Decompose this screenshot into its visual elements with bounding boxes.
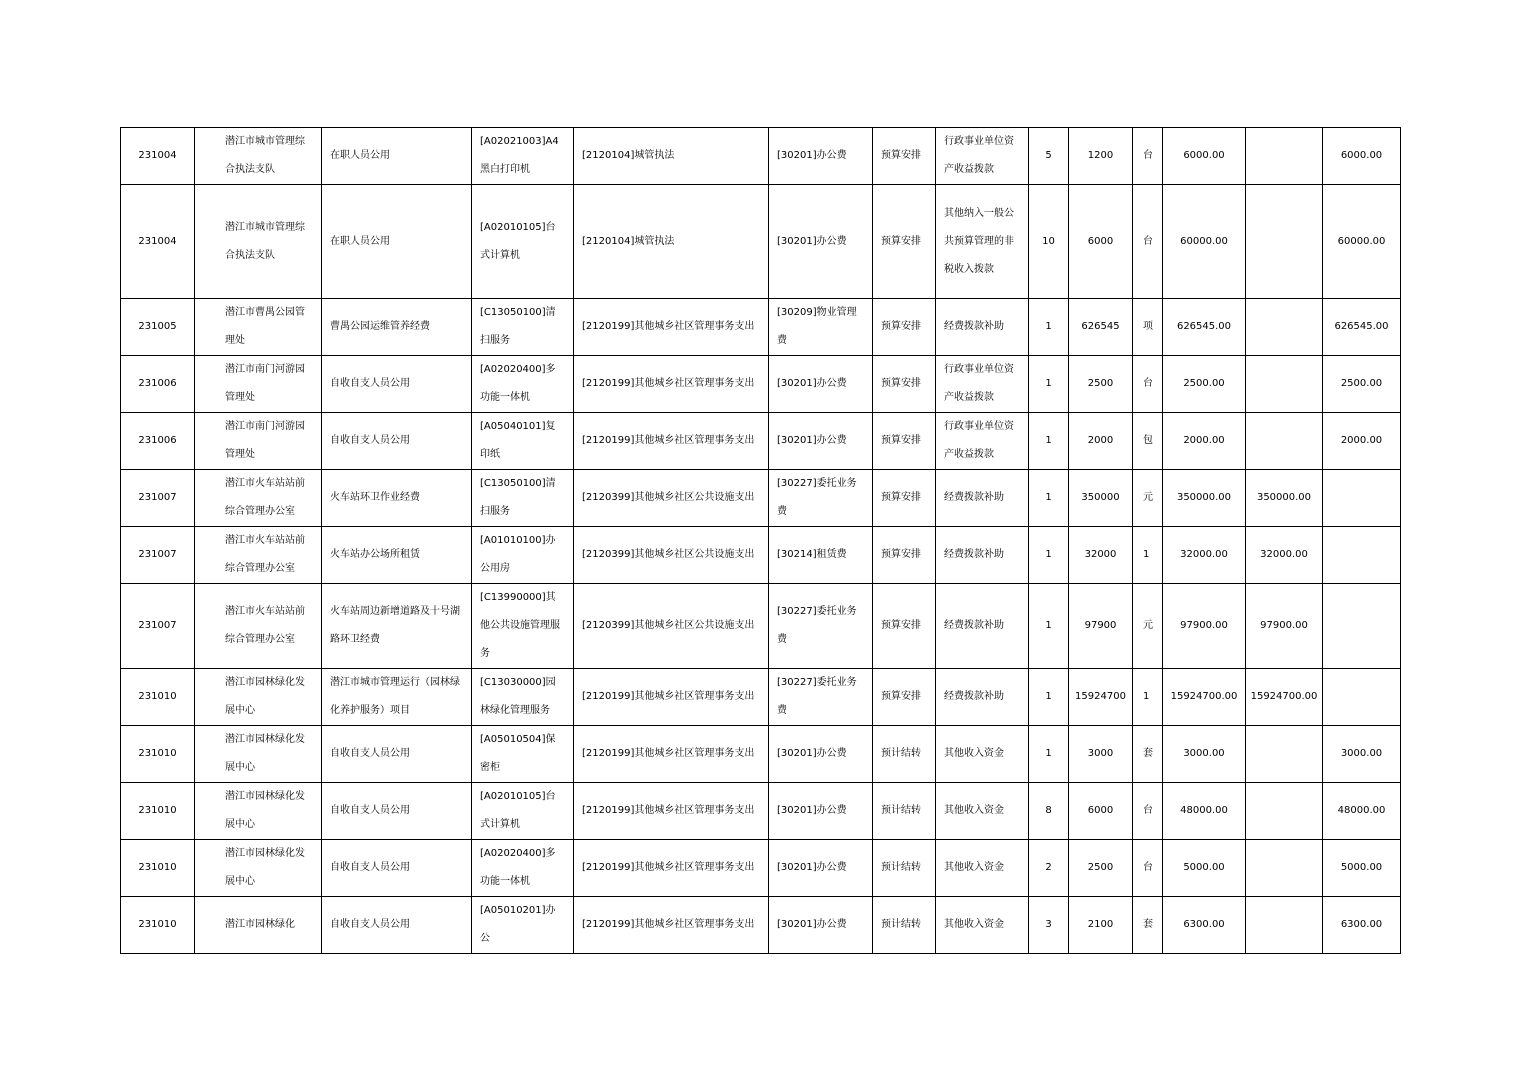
- economic-category-cell: [30201]办公费: [769, 783, 873, 840]
- project-name-cell: 火车站环卫作业经费: [322, 470, 472, 527]
- project-name-cell: 曹禺公园运维管养经费: [322, 299, 472, 356]
- budget-code-cell: 231005: [121, 299, 195, 356]
- budget-code-cell: 231007: [121, 527, 195, 584]
- budget-code-cell: 231006: [121, 413, 195, 470]
- unit-name-cell: 潜江市园林绿化发展中心: [195, 669, 322, 726]
- measure-unit-cell: 1: [1133, 527, 1163, 584]
- amount-col-a-cell: [1246, 726, 1323, 783]
- project-name-cell: 自收自支人员公用: [322, 726, 472, 783]
- total-amount-cell: 2500.00: [1163, 356, 1246, 413]
- fund-type-cell: 其他收入资金: [936, 840, 1029, 897]
- function-category-cell: [2120199]其他城乡社区管理事务支出: [574, 413, 769, 470]
- quantity-cell: 1: [1029, 299, 1069, 356]
- total-amount-cell: 3000.00: [1163, 726, 1246, 783]
- economic-category-cell: [30227]委托业务费: [769, 584, 873, 669]
- funding-source-cell: 预计结转: [873, 897, 936, 954]
- measure-unit-cell: 元: [1133, 584, 1163, 669]
- quantity-cell: 1: [1029, 726, 1069, 783]
- quantity-cell: 5: [1029, 128, 1069, 185]
- funding-source-cell: 预算安排: [873, 128, 936, 185]
- quantity-cell: 1: [1029, 470, 1069, 527]
- project-name-cell: 火车站周边新增道路及十号湖路环卫经费: [322, 584, 472, 669]
- table-row: [121, 897, 1401, 954]
- economic-category-cell: [30201]办公费: [769, 128, 873, 185]
- quantity-cell: 1: [1029, 356, 1069, 413]
- economic-category-cell: [30201]办公费: [769, 413, 873, 470]
- total-amount-cell: 2000.00: [1163, 413, 1246, 470]
- function-category-cell: [2120199]其他城乡社区管理事务支出: [574, 726, 769, 783]
- unit-name-cell: 潜江市曹禺公园管理处: [195, 299, 322, 356]
- project-name-cell: 火车站办公场所租赁: [322, 527, 472, 584]
- economic-category-cell: [30201]办公费: [769, 356, 873, 413]
- procurement-item-cell: [A02010105]台式计算机: [472, 185, 574, 299]
- amount-col-b-cell: 48000.00: [1323, 783, 1401, 840]
- unit-price-cell: 3000: [1069, 726, 1133, 783]
- fund-type-cell: 经费拨款补助: [936, 470, 1029, 527]
- project-name-cell: 自收自支人员公用: [322, 897, 472, 954]
- funding-source-cell: 预算安排: [873, 669, 936, 726]
- procurement-item-cell: [A05040101]复印纸: [472, 413, 574, 470]
- function-category-cell: [2120199]其他城乡社区管理事务支出: [574, 783, 769, 840]
- unit-price-cell: 32000: [1069, 527, 1133, 584]
- amount-col-a-cell: [1246, 783, 1323, 840]
- funding-source-cell: 预算安排: [873, 470, 936, 527]
- procurement-item-cell: [A02010105]台式计算机: [472, 783, 574, 840]
- fund-type-cell: 其他收入资金: [936, 783, 1029, 840]
- function-category-cell: [2120199]其他城乡社区管理事务支出: [574, 356, 769, 413]
- table-row: [121, 185, 1401, 299]
- budget-code-cell: 231010: [121, 783, 195, 840]
- amount-col-a-cell: [1246, 413, 1323, 470]
- unit-price-cell: 6000: [1069, 783, 1133, 840]
- total-amount-cell: 5000.00: [1163, 840, 1246, 897]
- funding-source-cell: 预算安排: [873, 185, 936, 299]
- function-category-cell: [2120104]城管执法: [574, 128, 769, 185]
- budget-code-cell: 231010: [121, 840, 195, 897]
- unit-name-cell: 潜江市南门河游园管理处: [195, 413, 322, 470]
- function-category-cell: [2120399]其他城乡社区公共设施支出: [574, 527, 769, 584]
- quantity-cell: 1: [1029, 669, 1069, 726]
- economic-category-cell: [30201]办公费: [769, 840, 873, 897]
- procurement-item-cell: [C13050100]清扫服务: [472, 470, 574, 527]
- funding-source-cell: 预算安排: [873, 584, 936, 669]
- unit-name-cell: 潜江市火车站站前综合管理办公室: [195, 527, 322, 584]
- table-row: [121, 584, 1401, 669]
- economic-category-cell: [30201]办公费: [769, 726, 873, 783]
- economic-category-cell: [30214]租赁费: [769, 527, 873, 584]
- unit-name-cell: 潜江市南门河游园管理处: [195, 356, 322, 413]
- economic-category-cell: [30201]办公费: [769, 185, 873, 299]
- project-name-cell: 自收自支人员公用: [322, 783, 472, 840]
- function-category-cell: [2120199]其他城乡社区管理事务支出: [574, 299, 769, 356]
- unit-name-cell: 潜江市城市管理综合执法支队: [195, 128, 322, 185]
- budget-code-cell: 231010: [121, 897, 195, 954]
- function-category-cell: [2120399]其他城乡社区公共设施支出: [574, 470, 769, 527]
- funding-source-cell: 预算安排: [873, 356, 936, 413]
- budget-code-cell: 231007: [121, 584, 195, 669]
- unit-price-cell: 350000: [1069, 470, 1133, 527]
- procurement-item-cell: [C13050100]清扫服务: [472, 299, 574, 356]
- amount-col-b-cell: 626545.00: [1323, 299, 1401, 356]
- amount-col-b-cell: 60000.00: [1323, 185, 1401, 299]
- measure-unit-cell: 台: [1133, 783, 1163, 840]
- amount-col-b-cell: [1323, 669, 1401, 726]
- economic-category-cell: [30201]办公费: [769, 897, 873, 954]
- table-row: [121, 299, 1401, 356]
- amount-col-b-cell: 6300.00: [1323, 897, 1401, 954]
- amount-col-b-cell: [1323, 527, 1401, 584]
- fund-type-cell: 其他纳入一般公共预算管理的非税收入拨款: [936, 185, 1029, 299]
- unit-price-cell: 97900: [1069, 584, 1133, 669]
- fund-type-cell: 行政事业单位资产收益拨款: [936, 356, 1029, 413]
- quantity-cell: 2: [1029, 840, 1069, 897]
- measure-unit-cell: 元: [1133, 470, 1163, 527]
- table-row: [121, 840, 1401, 897]
- unit-name-cell: 潜江市火车站站前综合管理办公室: [195, 470, 322, 527]
- amount-col-b-cell: [1323, 470, 1401, 527]
- total-amount-cell: 32000.00: [1163, 527, 1246, 584]
- fund-type-cell: 经费拨款补助: [936, 669, 1029, 726]
- funding-source-cell: 预计结转: [873, 783, 936, 840]
- budget-code-cell: 231006: [121, 356, 195, 413]
- budget-code-cell: 231010: [121, 726, 195, 783]
- budget-code-cell: 231010: [121, 669, 195, 726]
- measure-unit-cell: 台: [1133, 356, 1163, 413]
- budget-code-cell: 231004: [121, 128, 195, 185]
- amount-col-a-cell: [1246, 356, 1323, 413]
- procurement-item-cell: [A02020400]多功能一体机: [472, 356, 574, 413]
- table-row: [121, 726, 1401, 783]
- fund-type-cell: 经费拨款补助: [936, 527, 1029, 584]
- table-row: [121, 470, 1401, 527]
- quantity-cell: 10: [1029, 185, 1069, 299]
- unit-price-cell: 2500: [1069, 356, 1133, 413]
- table-row: [121, 669, 1401, 726]
- project-name-cell: 潜江市城市管理运行（园林绿化养护服务）项目: [322, 669, 472, 726]
- function-category-cell: [2120104]城管执法: [574, 185, 769, 299]
- unit-price-cell: 626545: [1069, 299, 1133, 356]
- procurement-item-cell: [A02020400]多功能一体机: [472, 840, 574, 897]
- table-row: [121, 128, 1401, 185]
- project-name-cell: 自收自支人员公用: [322, 356, 472, 413]
- project-name-cell: 在职人员公用: [322, 128, 472, 185]
- amount-col-a-cell: [1246, 128, 1323, 185]
- unit-name-cell: 潜江市园林绿化发展中心: [195, 726, 322, 783]
- function-category-cell: [2120199]其他城乡社区管理事务支出: [574, 840, 769, 897]
- unit-price-cell: 2100: [1069, 897, 1133, 954]
- unit-price-cell: 2500: [1069, 840, 1133, 897]
- budget-code-cell: 231007: [121, 470, 195, 527]
- measure-unit-cell: 套: [1133, 897, 1163, 954]
- total-amount-cell: 15924700.00: [1163, 669, 1246, 726]
- economic-category-cell: [30209]物业管理费: [769, 299, 873, 356]
- total-amount-cell: 48000.00: [1163, 783, 1246, 840]
- table-row: [121, 356, 1401, 413]
- funding-source-cell: 预计结转: [873, 726, 936, 783]
- unit-name-cell: 潜江市城市管理综合执法支队: [195, 185, 322, 299]
- function-category-cell: [2120399]其他城乡社区公共设施支出: [574, 584, 769, 669]
- total-amount-cell: 97900.00: [1163, 584, 1246, 669]
- amount-col-a-cell: [1246, 185, 1323, 299]
- amount-col-b-cell: 2500.00: [1323, 356, 1401, 413]
- quantity-cell: 1: [1029, 527, 1069, 584]
- amount-col-a-cell: [1246, 897, 1323, 954]
- funding-source-cell: 预算安排: [873, 299, 936, 356]
- amount-col-a-cell: 32000.00: [1246, 527, 1323, 584]
- amount-col-b-cell: 6000.00: [1323, 128, 1401, 185]
- amount-col-a-cell: 97900.00: [1246, 584, 1323, 669]
- total-amount-cell: 6300.00: [1163, 897, 1246, 954]
- fund-type-cell: 其他收入资金: [936, 726, 1029, 783]
- unit-price-cell: 2000: [1069, 413, 1133, 470]
- total-amount-cell: 350000.00: [1163, 470, 1246, 527]
- function-category-cell: [2120199]其他城乡社区管理事务支出: [574, 669, 769, 726]
- amount-col-b-cell: 3000.00: [1323, 726, 1401, 783]
- procurement-item-cell: [A01010100]办公用房: [472, 527, 574, 584]
- amount-col-a-cell: [1246, 299, 1323, 356]
- amount-col-b-cell: 2000.00: [1323, 413, 1401, 470]
- amount-col-a-cell: [1246, 840, 1323, 897]
- measure-unit-cell: 台: [1133, 185, 1163, 299]
- amount-col-a-cell: 350000.00: [1246, 470, 1323, 527]
- fund-type-cell: 行政事业单位资产收益拨款: [936, 128, 1029, 185]
- unit-price-cell: 1200: [1069, 128, 1133, 185]
- funding-source-cell: 预算安排: [873, 527, 936, 584]
- measure-unit-cell: 项: [1133, 299, 1163, 356]
- measure-unit-cell: 套: [1133, 726, 1163, 783]
- total-amount-cell: 60000.00: [1163, 185, 1246, 299]
- measure-unit-cell: 台: [1133, 128, 1163, 185]
- fund-type-cell: 经费拨款补助: [936, 584, 1029, 669]
- function-category-cell: [2120199]其他城乡社区管理事务支出: [574, 897, 769, 954]
- project-name-cell: 自收自支人员公用: [322, 840, 472, 897]
- unit-price-cell: 6000: [1069, 185, 1133, 299]
- amount-col-b-cell: 5000.00: [1323, 840, 1401, 897]
- measure-unit-cell: 台: [1133, 840, 1163, 897]
- project-name-cell: 在职人员公用: [322, 185, 472, 299]
- fund-type-cell: 其他收入资金: [936, 897, 1029, 954]
- unit-name-cell: 潜江市园林绿化发展中心: [195, 840, 322, 897]
- unit-price-cell: 15924700: [1069, 669, 1133, 726]
- procurement-item-cell: [C13990000]其他公共设施管理服务: [472, 584, 574, 669]
- procurement-item-cell: [A02021003]A4 黑白打印机: [472, 128, 574, 185]
- fund-type-cell: 行政事业单位资产收益拨款: [936, 413, 1029, 470]
- economic-category-cell: [30227]委托业务费: [769, 470, 873, 527]
- quantity-cell: 3: [1029, 897, 1069, 954]
- table-row: [121, 783, 1401, 840]
- amount-col-a-cell: 15924700.00: [1246, 669, 1323, 726]
- amount-col-b-cell: [1323, 584, 1401, 669]
- economic-category-cell: [30227]委托业务费: [769, 669, 873, 726]
- funding-source-cell: 预算安排: [873, 413, 936, 470]
- project-name-cell: 自收自支人员公用: [322, 413, 472, 470]
- total-amount-cell: 6000.00: [1163, 128, 1246, 185]
- funding-source-cell: 预计结转: [873, 840, 936, 897]
- unit-name-cell: 潜江市园林绿化发展中心: [195, 783, 322, 840]
- quantity-cell: 1: [1029, 584, 1069, 669]
- budget-code-cell: 231004: [121, 185, 195, 299]
- total-amount-cell: 626545.00: [1163, 299, 1246, 356]
- unit-name-cell: 潜江市园林绿化: [195, 897, 322, 954]
- procurement-item-cell: [C13030000]园林绿化管理服务: [472, 669, 574, 726]
- measure-unit-cell: 1: [1133, 669, 1163, 726]
- quantity-cell: 1: [1029, 413, 1069, 470]
- procurement-item-cell: [A05010504]保密柜: [472, 726, 574, 783]
- table-row: [121, 413, 1401, 470]
- fund-type-cell: 经费拨款补助: [936, 299, 1029, 356]
- budget-table: [120, 127, 1401, 954]
- unit-name-cell: 潜江市火车站站前综合管理办公室: [195, 584, 322, 669]
- table-row: [121, 527, 1401, 584]
- measure-unit-cell: 包: [1133, 413, 1163, 470]
- procurement-item-cell: [A05010201]办公: [472, 897, 574, 954]
- quantity-cell: 8: [1029, 783, 1069, 840]
